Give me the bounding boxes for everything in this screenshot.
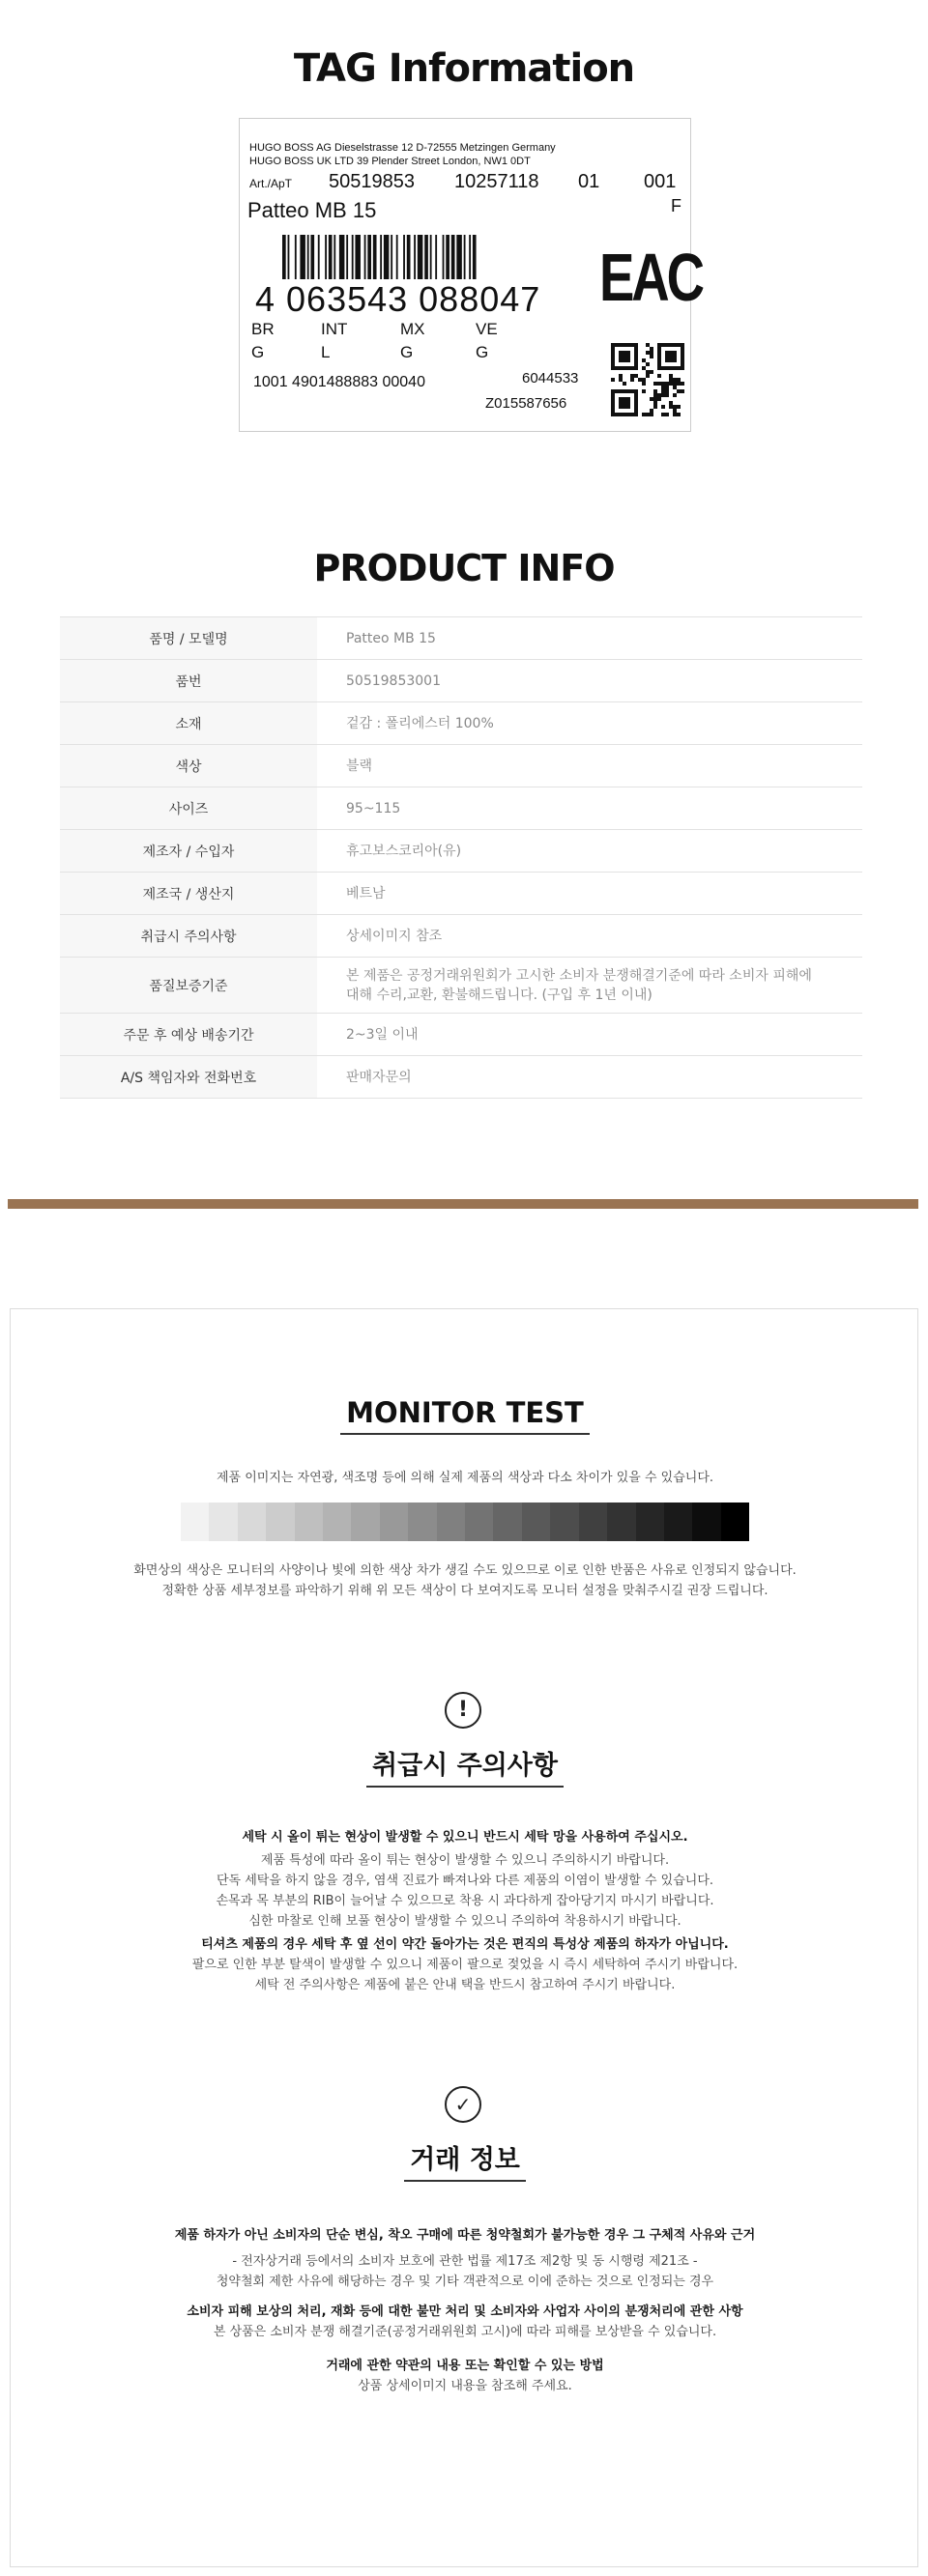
gray-swatch bbox=[380, 1503, 408, 1541]
product-info-value: 50519853001 bbox=[317, 660, 862, 702]
monitor-test-heading bbox=[11, 1396, 919, 1435]
product-info-row bbox=[60, 702, 862, 745]
gray-swatch bbox=[323, 1503, 351, 1541]
product-info-row bbox=[60, 873, 862, 915]
tag-size-head-br: BR bbox=[251, 320, 275, 338]
trade-bold-3: 거래에 관한 약관의 내용 또는 확인할 수 있는 방법 bbox=[326, 2359, 604, 2373]
tag-size-head-mx: MX bbox=[400, 320, 425, 338]
product-info-value: 휴고보스코리아(유) bbox=[317, 830, 862, 873]
warning-icon: ! bbox=[445, 1692, 481, 1729]
care-line-5: 팔으로 인한 부분 탈색이 발생할 수 있으니 제품이 팔으로 젖었을 시 즉시 세탁하여 주시기 바랍니다. bbox=[191, 1958, 739, 1972]
product-info-label: 사이즈 bbox=[60, 787, 317, 830]
care-bold-2: 티셔츠 제품의 경우 세탁 후 옆 선이 약간 돌아가는 것은 편직의 특성상 제품의 하자가 아닙니다. bbox=[201, 1937, 729, 1952]
tag-f-letter: F bbox=[671, 196, 682, 215]
tag-size-val-ve: G bbox=[476, 343, 489, 361]
product-info-row bbox=[60, 958, 862, 1014]
gray-swatch bbox=[181, 1503, 209, 1541]
notice-frame bbox=[10, 1308, 918, 2567]
tag-size-head-int: INT bbox=[321, 320, 348, 338]
tag-art-label: Art./ApT bbox=[249, 177, 293, 190]
check-circle-icon: ✓ bbox=[445, 2086, 481, 2123]
product-info-label: 취급시 주의사항 bbox=[60, 915, 317, 958]
gray-swatch bbox=[607, 1503, 635, 1541]
product-info-label: 품질보증기준 bbox=[60, 958, 317, 1014]
product-info-value: 본 제품은 공정거래위원회가 고시한 소비자 분쟁해결기준에 따라 소비자 피해에 대해 수리,교환, 환불해드립니다. (구입 후 1년 이내) bbox=[317, 958, 862, 1014]
monitor-test-intro: 제품 이미지는 자연광, 색조명 등에 의해 실제 제품의 색상과 다소 차이가 있을 수 있습니다. bbox=[216, 1471, 714, 1485]
gray-swatch bbox=[209, 1503, 237, 1541]
trade-bold-1: 제품 하자가 아닌 소비자의 단순 변심, 착오 구매에 따른 청약철회가 불가능한 경우 그 구체적 사유와 근거 bbox=[174, 2228, 756, 2243]
gray-swatch bbox=[408, 1503, 436, 1541]
tag-size-head-ve: VE bbox=[476, 320, 498, 338]
tag-size-val-br: G bbox=[251, 343, 265, 361]
gray-swatch bbox=[522, 1503, 550, 1541]
product-info-label: 주문 후 예상 배송기간 bbox=[60, 1014, 317, 1056]
eac-mark-icon: EAC bbox=[599, 240, 702, 315]
gray-swatch bbox=[692, 1503, 720, 1541]
care-bold-1: 세탁 시 올이 튀는 현상이 발생할 수 있으니 반드시 세탁 망을 사용하여 주십시오. bbox=[242, 1830, 688, 1845]
care-line-6: 세탁 전 주의사항은 제품에 붙은 안내 택을 반드시 참고하여 주시기 바랍니다. bbox=[254, 1978, 676, 1992]
monitor-note-2: 정확한 상품 세부정보를 파악하기 위해 위 모든 색상이 다 보여지도록 모니터 설정을 맞춰주시길 권장 드립니다. bbox=[161, 1584, 768, 1598]
trade-title: 거래 정보 bbox=[404, 2138, 526, 2182]
qr-code-icon bbox=[611, 343, 684, 416]
product-info-row bbox=[60, 660, 862, 702]
tag-size-val-mx: G bbox=[400, 343, 414, 361]
product-info-title: PRODUCT INFO bbox=[313, 547, 615, 589]
gray-swatch bbox=[437, 1503, 465, 1541]
trade-line-2: 청약철회 제한 사유에 해당하는 경우 및 기타 객관적으로 이에 준하는 것으로 인정되는 경우 bbox=[216, 2275, 714, 2289]
product-info-row bbox=[60, 787, 862, 830]
trade-lines bbox=[11, 2225, 919, 2396]
care-line-4: 심한 마찰로 인해 보풀 현상이 발생할 수 있으니 주의하여 착용하시기 바랍니다. bbox=[248, 1914, 682, 1929]
product-info-label: 제조국 / 생산지 bbox=[60, 873, 317, 915]
product-info-row bbox=[60, 830, 862, 873]
gray-swatch bbox=[351, 1503, 379, 1541]
tag-info-title: TAG Information bbox=[293, 46, 635, 91]
product-info-value: 겉감 : 폴리에스터 100% bbox=[317, 702, 862, 745]
gray-swatch bbox=[636, 1503, 664, 1541]
gray-swatch bbox=[550, 1503, 578, 1541]
tag-code-4: 001 bbox=[644, 171, 677, 192]
trade-bold-2: 소비자 피해 보상의 처리, 재화 등에 대한 불만 처리 및 소비자와 사업자 사이의 분쟁처리에 관한 사항 bbox=[187, 2304, 743, 2319]
gray-swatch bbox=[266, 1503, 294, 1541]
product-info-row bbox=[60, 1056, 862, 1099]
gray-swatch bbox=[579, 1503, 607, 1541]
product-info-row bbox=[60, 617, 862, 660]
tag-art-number: 50519853 bbox=[329, 171, 415, 192]
grayscale-strip bbox=[181, 1503, 749, 1541]
product-info-value: 상세이미지 참조 bbox=[317, 915, 862, 958]
gray-swatch bbox=[295, 1503, 323, 1541]
tag-address-line-1: HUGO BOSS AG Dieselstrasse 12 D-72555 Metzingen Germany bbox=[249, 142, 556, 154]
trade-line-4: 상품 상세이미지 내용을 참조해 주세요. bbox=[358, 2379, 572, 2393]
gray-swatch bbox=[238, 1503, 266, 1541]
care-title: 취급시 주의사항 bbox=[366, 1744, 564, 1788]
trade-line-3: 본 상품은 소비자 분쟁 해결기준(공정거래위원회 고시)에 따라 피해를 보상받을 수 있습니다. bbox=[213, 2325, 717, 2339]
care-line-2: 단독 세탁을 하지 않을 경우, 염색 진료가 빠져나와 다른 제품의 이염이 발생할 수 있습니다. bbox=[216, 1874, 714, 1888]
tag-product-name: Patteo MB 15 bbox=[247, 198, 377, 222]
tag-code-z: Z015587656 bbox=[485, 395, 567, 412]
gray-swatch bbox=[465, 1503, 493, 1541]
product-info-row bbox=[60, 745, 862, 787]
product-info-value: 95~115 bbox=[317, 787, 862, 830]
tag-bottom-code: 1001 4901488883 00040 bbox=[253, 374, 425, 390]
product-info-value: 2~3일 이내 bbox=[317, 1014, 862, 1056]
product-info-value: 베트남 bbox=[317, 873, 862, 915]
gray-swatch bbox=[493, 1503, 521, 1541]
product-info-value: 블랙 bbox=[317, 745, 862, 787]
care-line-1: 제품 특성에 따라 올이 튀는 현상이 발생할 수 있으니 주의하시기 바랍니다. bbox=[260, 1853, 670, 1868]
product-info-label: A/S 책임자와 전화번호 bbox=[60, 1056, 317, 1099]
tag-code-2: 10257118 bbox=[454, 171, 539, 192]
care-heading bbox=[11, 1744, 919, 1788]
tag-address-line-2: HUGO BOSS UK LTD 39 Plender Street London, NW1 0DT bbox=[249, 156, 531, 167]
product-info-value: Patteo MB 15 bbox=[317, 617, 862, 660]
tag-code-6044533: 6044533 bbox=[522, 370, 579, 386]
product-info-label: 소재 bbox=[60, 702, 317, 745]
product-info-row bbox=[60, 1014, 862, 1056]
tag-size-val-int: L bbox=[321, 343, 331, 361]
product-info-row bbox=[60, 915, 862, 958]
tag-barcode-digits: 4 063543 088047 bbox=[251, 279, 544, 320]
monitor-test-title: MONITOR TEST bbox=[340, 1396, 590, 1435]
gray-swatch bbox=[664, 1503, 692, 1541]
section-divider-bar bbox=[8, 1199, 918, 1209]
product-info-label: 품번 bbox=[60, 660, 317, 702]
tag-code-3: 01 bbox=[578, 171, 600, 192]
care-lines bbox=[11, 1827, 919, 1995]
trade-line-1: - 전자상거래 등에서의 소비자 보호에 관한 법률 제17조 제2항 및 동 시행령 제21조 - bbox=[232, 2254, 698, 2269]
product-info-label: 품명 / 모델명 bbox=[60, 617, 317, 660]
product-info-label: 제조자 / 수입자 bbox=[60, 830, 317, 873]
product-info-table bbox=[60, 616, 862, 1099]
care-line-3: 손목과 목 부분의 RIB이 늘어날 수 있으므로 착용 시 과다하게 잡아당기지 마시기 바랍니다. bbox=[216, 1894, 714, 1908]
product-info-value: 판매자문의 bbox=[317, 1056, 862, 1099]
monitor-note-1: 화면상의 색상은 모니터의 사양이나 빛에 의한 색상 차가 생길 수도 있으므로 이로 인한 반품은 사유로 인정되지 않습니다. bbox=[133, 1563, 797, 1578]
tag-card bbox=[239, 118, 702, 432]
trade-heading bbox=[11, 2138, 919, 2182]
gray-swatch bbox=[721, 1503, 749, 1541]
product-info-label: 색상 bbox=[60, 745, 317, 787]
